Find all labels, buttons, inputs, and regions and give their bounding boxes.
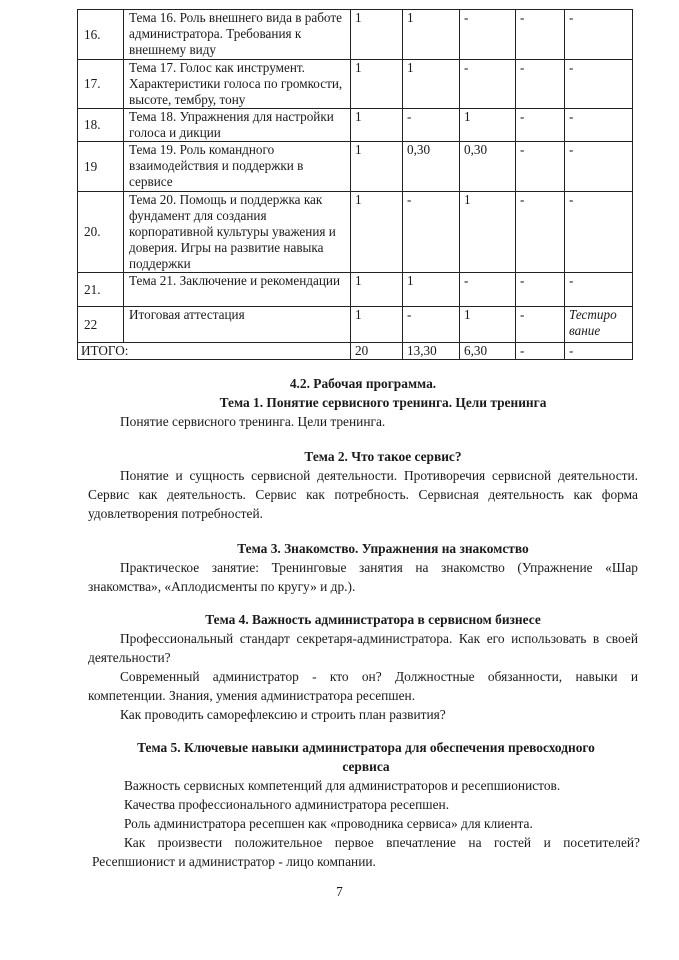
table-row (78, 60, 633, 109)
table-row (78, 307, 633, 343)
row-topic: Тема 21. Заключение и рекомендации (124, 273, 351, 307)
table-row (78, 192, 633, 273)
cell-total-hours: 1 (351, 273, 403, 307)
table-row (78, 142, 633, 192)
cell-control: Тестиро вание (565, 307, 633, 343)
cell-lecture: 1 (403, 60, 460, 109)
topic-4-paragraph-1: Профессиональный стандарт секретаря-администратора. Как его использовать в своей деятельности? (88, 631, 638, 665)
cell-practice: - (460, 60, 516, 109)
row-topic: Тема 18. Упражнения для настройки голоса и дикции (124, 109, 351, 142)
page-number: 7 (336, 884, 343, 899)
cell-lecture: - (403, 109, 460, 142)
table-row (78, 10, 633, 60)
cell-total-hours: 1 (351, 10, 403, 60)
cell-total-hours: 1 (351, 109, 403, 142)
cell-practice: 0,30 (460, 142, 516, 192)
cell-practice: - (460, 273, 516, 307)
work-program-heading-block (88, 374, 638, 431)
row-topic: Тема 19. Роль командного взаимодействия и поддержки в сервисе (124, 142, 351, 192)
cell-self-study: - (516, 60, 565, 109)
table-total-row (78, 343, 633, 360)
total-hours: 20 (351, 343, 403, 360)
cell-practice: 1 (460, 192, 516, 273)
row-number: 20. (78, 192, 124, 273)
topic-4-paragraph-3: Как проводить саморефлексию и строить план развития? (120, 707, 446, 722)
cell-control: - (565, 109, 633, 142)
cell-practice: 1 (460, 109, 516, 142)
topic-1-title: Тема 1. Понятие сервисного тренинга. Цели тренинга (219, 395, 547, 410)
cell-control: - (565, 192, 633, 273)
topic-4-title: Тема 4. Важность администратора в сервисном бизнесе (205, 612, 541, 627)
cell-lecture: 1 (403, 10, 460, 60)
topic-5-paragraph-2: Качества профессионального администратора ресепшен. (124, 797, 450, 812)
cell-lecture: - (403, 307, 460, 343)
cell-self-study: - (516, 192, 565, 273)
cell-self-study: - (516, 10, 565, 60)
row-number: 21. (78, 273, 124, 307)
cell-total-hours: 1 (351, 192, 403, 273)
cell-total-hours: 1 (351, 142, 403, 192)
topic-2-text: Понятие и сущность сервисной деятельности. Противоречия сервисной деятельности. Сервис как деятельность. Сервис как потребность. Сервисная деятельность как форма удовлетворения потребностей. (88, 468, 638, 521)
cell-practice: 1 (460, 307, 516, 343)
row-number: 18. (78, 109, 124, 142)
row-topic: Тема 20. Помощь и поддержка как фундамент для создания корпоративной культуры уважения и доверия. Игры на развитие навыка поддержки (124, 192, 351, 273)
topic-2-title: Тема 2. Что такое сервис? (304, 449, 462, 464)
topic-2-block (88, 447, 638, 523)
cell-total-hours: 1 (351, 307, 403, 343)
cell-self-study: - (516, 273, 565, 307)
topic-1-text: Понятие сервисного тренинга. Цели тренинга. (120, 414, 386, 429)
table-row (78, 109, 633, 142)
cell-control: - (565, 142, 633, 192)
topic-4-block (88, 610, 638, 724)
topic-3-title: Тема 3. Знакомство. Упражнения на знакомство (237, 541, 529, 556)
row-topic: Тема 17. Голос как инструмент. Характеристики голоса по громкости, высоте, тембру, тону (124, 60, 351, 109)
topic-5-paragraph-1: Важность сервисных компетенций для администраторов и ресепшионистов. (124, 778, 561, 793)
row-topic: Тема 16. Роль внешнего вида в работе администратора. Требования к внешнему виду (124, 10, 351, 60)
topic-3-block (88, 539, 638, 596)
row-number: 16. (78, 10, 124, 60)
cell-control: - (565, 10, 633, 60)
total-label: ИТОГО: (78, 343, 351, 360)
topic-4-paragraph-2: Современный администратор - кто он? Должностные обязанности, навыки и компетенции. Знания, умения администратора ресепшен. (88, 669, 638, 703)
row-number: 22 (78, 307, 124, 343)
topic-3-text: Практическое занятие: Тренинговые занятия на знакомство (Упражнение «Шар знакомства», «Аплодисменты по кругу» и др.). (88, 560, 638, 594)
topic-5-paragraph-4: Как произвести положительное первое впечатление на гостей и посетителей? Ресепшионист и администратор - лицо компании. (92, 835, 640, 869)
curriculum-table (77, 9, 633, 360)
section-heading: 4.2. Рабочая программа. (289, 376, 437, 391)
topic-5-paragraph-3: Роль администратора ресепшен как «проводника сервиса» для клиента. (124, 816, 533, 831)
cell-control: - (565, 273, 633, 307)
total-self-study: - (516, 343, 565, 360)
cell-lecture: 0,30 (403, 142, 460, 192)
total-practice: 6,30 (460, 343, 516, 360)
row-number: 19 (78, 142, 124, 192)
row-number: 17. (78, 60, 124, 109)
total-lecture: 13,30 (403, 343, 460, 360)
cell-total-hours: 1 (351, 60, 403, 109)
total-control: - (565, 343, 633, 360)
table-row (78, 273, 633, 307)
cell-lecture: - (403, 192, 460, 273)
cell-self-study: - (516, 307, 565, 343)
cell-self-study: - (516, 109, 565, 142)
cell-control: - (565, 60, 633, 109)
cell-lecture: 1 (403, 273, 460, 307)
row-topic: Итоговая аттестация (124, 307, 351, 343)
topic-5-title: Тема 5. Ключевые навыки администратора для обеспечения превосходного сервиса (137, 740, 595, 774)
cell-practice: - (460, 10, 516, 60)
topic-5-block (92, 738, 640, 871)
cell-self-study: - (516, 142, 565, 192)
